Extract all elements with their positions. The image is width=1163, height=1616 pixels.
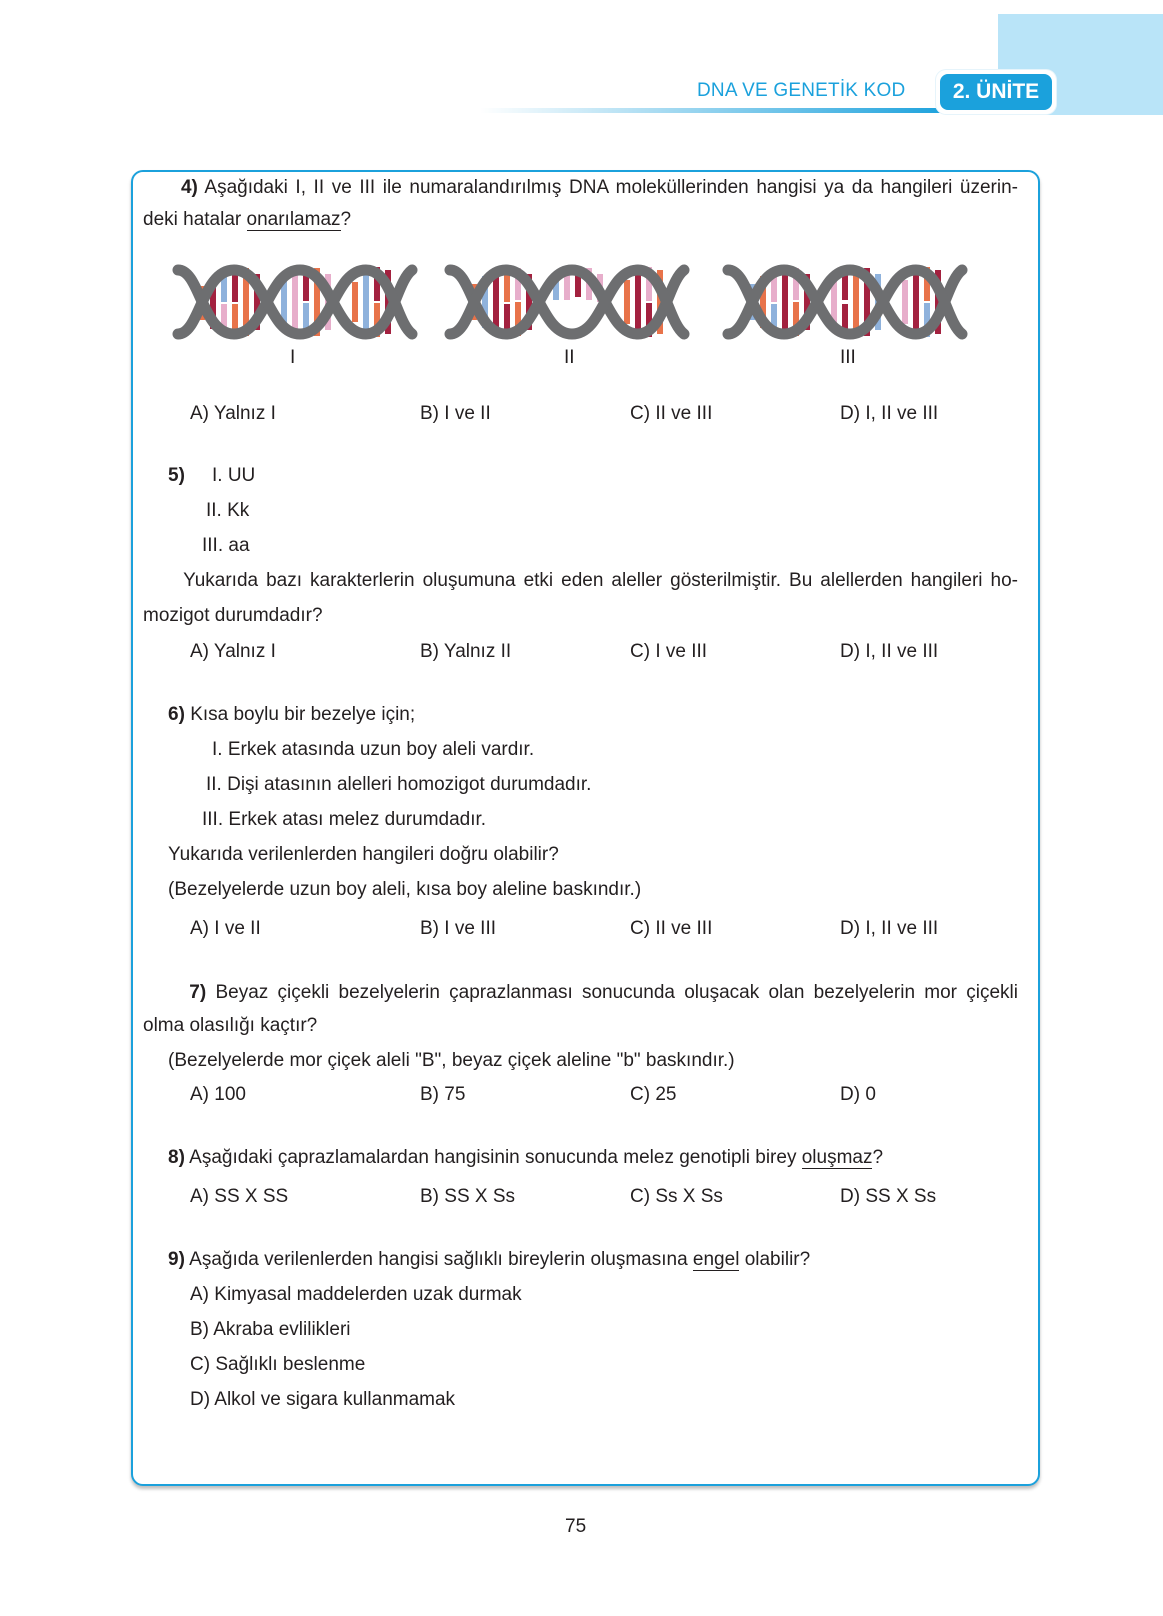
q7-option-d[interactable]: D) 0 [840, 1084, 876, 1105]
q4-option-a[interactable]: A) Yalnız I [190, 403, 276, 424]
q5-item-3: III. aa [202, 535, 250, 556]
q7-option-b[interactable]: B) 75 [420, 1084, 466, 1105]
q6-number: 6) [168, 704, 185, 725]
q5-item-2: II. Kk [206, 500, 250, 521]
chapter-title: DNA VE GENETİK KOD [697, 80, 906, 101]
figure-label-3: III [840, 347, 856, 368]
q9-number: 9) [168, 1249, 185, 1270]
dna-rungs [199, 266, 391, 338]
q7-line1: 7) Beyaz çiçekli bezelyelerin çaprazlanması sonucunda oluşacak olan bezelyelerin mor çiçekli [189, 982, 1018, 1003]
q5-option-c[interactable]: C) I ve III [630, 641, 708, 662]
q5-number: 5) [168, 465, 185, 486]
q4-option-b[interactable]: B) I ve II [420, 403, 491, 424]
q9-option-a[interactable]: A) Kimyasal maddelerden uzak durmak [190, 1284, 522, 1305]
q5-option-d[interactable]: D) I, II ve III [840, 641, 939, 662]
q6-option-a[interactable]: A) I ve II [190, 918, 261, 939]
q5-item-1: I. UU [212, 465, 256, 486]
q4-option-c[interactable]: C) II ve III [630, 403, 713, 424]
q9-emphasis: engel [692, 1249, 740, 1270]
q4-line2: deki hatalar onarılamaz? [143, 209, 352, 230]
q6-option-c[interactable]: C) II ve III [630, 918, 713, 939]
q5-stem-line1: Yukarıda bazı karakterlerin oluşumuna etki eden aleller gösterilmiştir. Bu alellerden hangileri ho- [183, 570, 1018, 591]
q9-option-c[interactable]: C) Sağlıklı beslenme [190, 1354, 366, 1375]
header-rule [480, 108, 950, 113]
q6-note: (Bezelyelerde uzun boy aleli, kısa boy aleline baskındır.) [168, 879, 642, 900]
q8-option-d[interactable]: D) SS X Ss [840, 1186, 937, 1207]
q6-intro: 6) Kısa boylu bir bezelye için; [168, 704, 416, 725]
q6-item-2: II. Dişi atasının alelleri homozigot durumdadır. [206, 774, 592, 795]
q7-note: (Bezelyelerde mor çiçek aleli "B", beyaz çiçek aleline "b" baskındır.) [168, 1050, 735, 1071]
figure-label-2: II [564, 347, 575, 368]
q8-option-b[interactable]: B) SS X Ss [420, 1186, 516, 1207]
dna-figure-2 [444, 262, 690, 342]
q4-line1: 4) Aşağıdaki I, II ve III ile numaralandırılmış DNA moleküllerinden hangisi ya da hangileri üzerin- [180, 177, 1018, 198]
q5-option-a[interactable]: A) Yalnız I [190, 641, 276, 662]
q7-number: 7) [189, 982, 207, 1003]
figure-label-1: I [290, 347, 296, 368]
q6-item-1: I. Erkek atasında uzun boy aleli vardır. [212, 739, 535, 760]
q8-stem: 8) Aşağıdaki çaprazlamalardan hangisinin sonucunda melez genotipli birey oluşmaz? [168, 1147, 884, 1168]
q6-option-d[interactable]: D) I, II ve III [840, 918, 939, 939]
q5-option-b[interactable]: B) Yalnız II [420, 641, 512, 662]
q9-option-b[interactable]: B) Akraba evlilikleri [190, 1319, 351, 1340]
q6-stem: Yukarıda verilenlerden hangileri doğru olabilir? [168, 844, 559, 865]
q4-emphasis: onarılamaz [246, 209, 341, 230]
q7-line2: olma olasılığı kaçtır? [143, 1015, 318, 1036]
q9-option-d[interactable]: D) Alkol ve sigara kullanmamak [190, 1389, 456, 1410]
q4-number: 4) [180, 177, 198, 198]
page-number: 75 [565, 1516, 587, 1537]
dna-figure-1 [172, 262, 418, 342]
dna-rungs [471, 266, 663, 338]
q9-stem: 9) Aşağıda verilenlerden hangisi sağlıklı bireylerin oluşmasına engel olabilir? [168, 1249, 811, 1270]
q4-option-d[interactable]: D) I, II ve III [840, 403, 939, 424]
dna-rungs [749, 266, 941, 338]
unit-badge-label: 2. ÜNİTE [940, 74, 1052, 110]
unit-badge [936, 70, 1056, 114]
q8-option-a[interactable]: A) SS X SS [190, 1186, 289, 1207]
q8-option-c[interactable]: C) Ss X Ss [630, 1186, 723, 1207]
q6-option-b[interactable]: B) I ve III [420, 918, 497, 939]
q8-emphasis: oluşmaz [801, 1147, 873, 1168]
dna-figure-3 [722, 262, 968, 342]
q8-number: 8) [168, 1147, 185, 1168]
q6-item-3: III. Erkek atası melez durumdadır. [202, 809, 487, 830]
q7-option-a[interactable]: A) 100 [190, 1084, 246, 1105]
q7-option-c[interactable]: C) 25 [630, 1084, 677, 1105]
q5-stem-line2: mozigot durumdadır? [143, 605, 323, 626]
